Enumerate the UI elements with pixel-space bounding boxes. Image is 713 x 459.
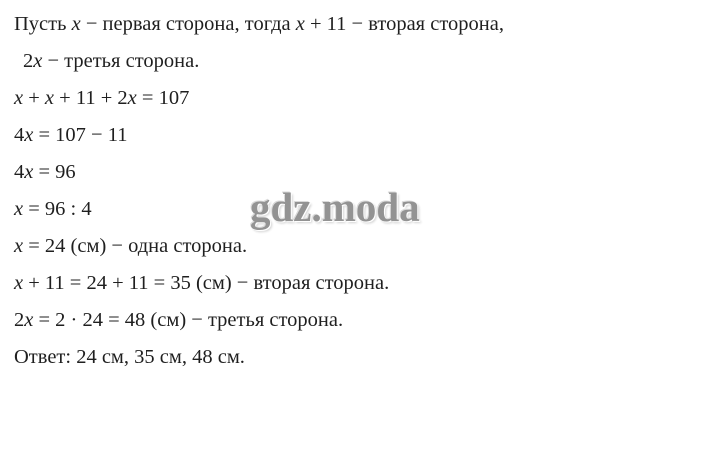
solution-line-3: x + x + 11 + 2 x = 107 <box>14 87 190 110</box>
solution-line-4: 4 x = 107 − 11 <box>14 124 128 147</box>
solution-line-1: Пусть x − первая сторона, тогда x + 11 − вторая сторона, <box>14 13 504 36</box>
solution-line-8: x + 11 = 24 + 11 = 35 (см) − вторая сторона. <box>14 272 390 295</box>
solution-line-9: 2 x = 2 · 24 = 48 (см) − третья сторона. <box>14 309 344 332</box>
solution-line-6: x = 96 : 4 <box>14 198 92 221</box>
solution-line-5: 4 x = 96 <box>14 161 76 184</box>
watermark-text: gdz.moda <box>250 184 420 230</box>
solution-line-7: x = 24 (см) − одна сторона. <box>14 235 248 258</box>
solution-answer-line: Ответ: 24 см, 35 см, 48 см. <box>14 346 245 369</box>
solution-line-2: 2 x − третья сторона. <box>23 50 200 73</box>
